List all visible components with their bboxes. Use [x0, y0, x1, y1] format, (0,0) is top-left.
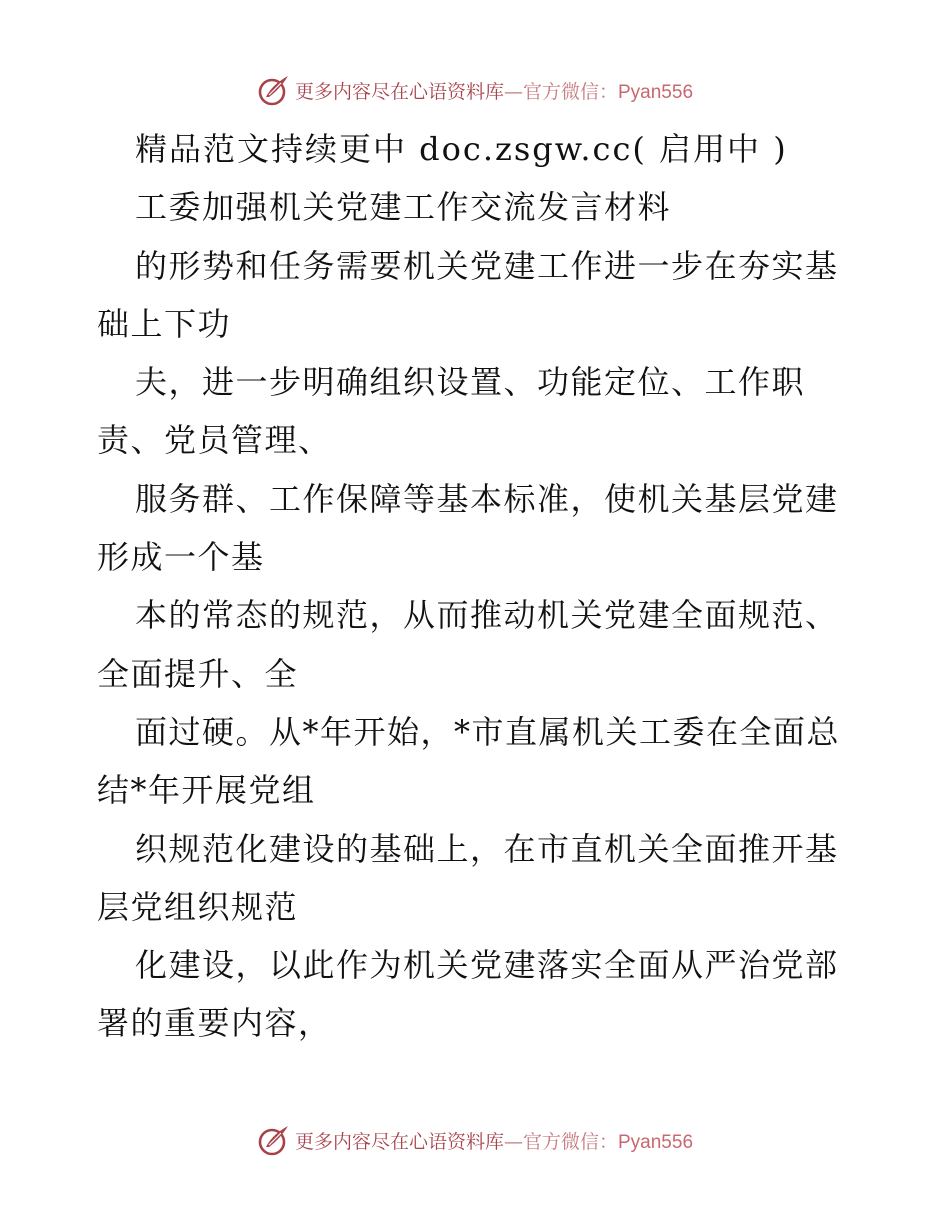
text-line: 化建设，以此作为机关党建落实全面从严治党部 [135, 946, 839, 985]
text-line: 形成一个基 [97, 538, 265, 577]
text-line: 全面提升、全 [97, 654, 299, 693]
text-line: 面过硬。从*年开始，*市直属机关工委在全面总 [135, 712, 841, 751]
document-body [97, 120, 877, 1053]
text-line: 服务群、工作保障等基本标准，使机关基层党建 [135, 479, 839, 518]
text-line: 的形势和任务需要机关党建工作进一步在夯实基 [135, 246, 839, 285]
text-line: 夫，进一步明确组织设置、功能定位、工作职 [135, 363, 806, 402]
document-header-line: 精品范文持续更中 doc.zsgw.cc( 启用中 ) [135, 130, 788, 168]
text-line: 工委加强机关党建工作交流发言材料 [135, 188, 672, 227]
feather-logo-icon [257, 1123, 291, 1157]
text-line: 织规范化建设的基础上，在市直机关全面推开基 [135, 829, 839, 868]
wechat-id: Pyan556 [618, 1131, 694, 1153]
text-line: 层党组织规范 [97, 887, 299, 926]
feather-logo-icon [257, 73, 291, 107]
text-line: 结*年开展党组 [97, 771, 316, 810]
text-line: 础上下功 [97, 304, 232, 343]
watermark-text: 更多内容尽在心语资料库—官方微信：Pyan556 [294, 80, 694, 103]
wechat-id: Pyan556 [618, 81, 694, 103]
watermark-header [0, 70, 950, 110]
text-line: 本的常态的规范，从而推动机关党建全面规范、 [135, 596, 839, 635]
text-line: 责、党员管理、 [97, 421, 332, 460]
watermark-footer [0, 1120, 950, 1160]
watermark-text: 更多内容尽在心语资料库—官方微信：Pyan556 [294, 1130, 694, 1153]
text-line: 署的重要内容， [97, 1004, 332, 1043]
